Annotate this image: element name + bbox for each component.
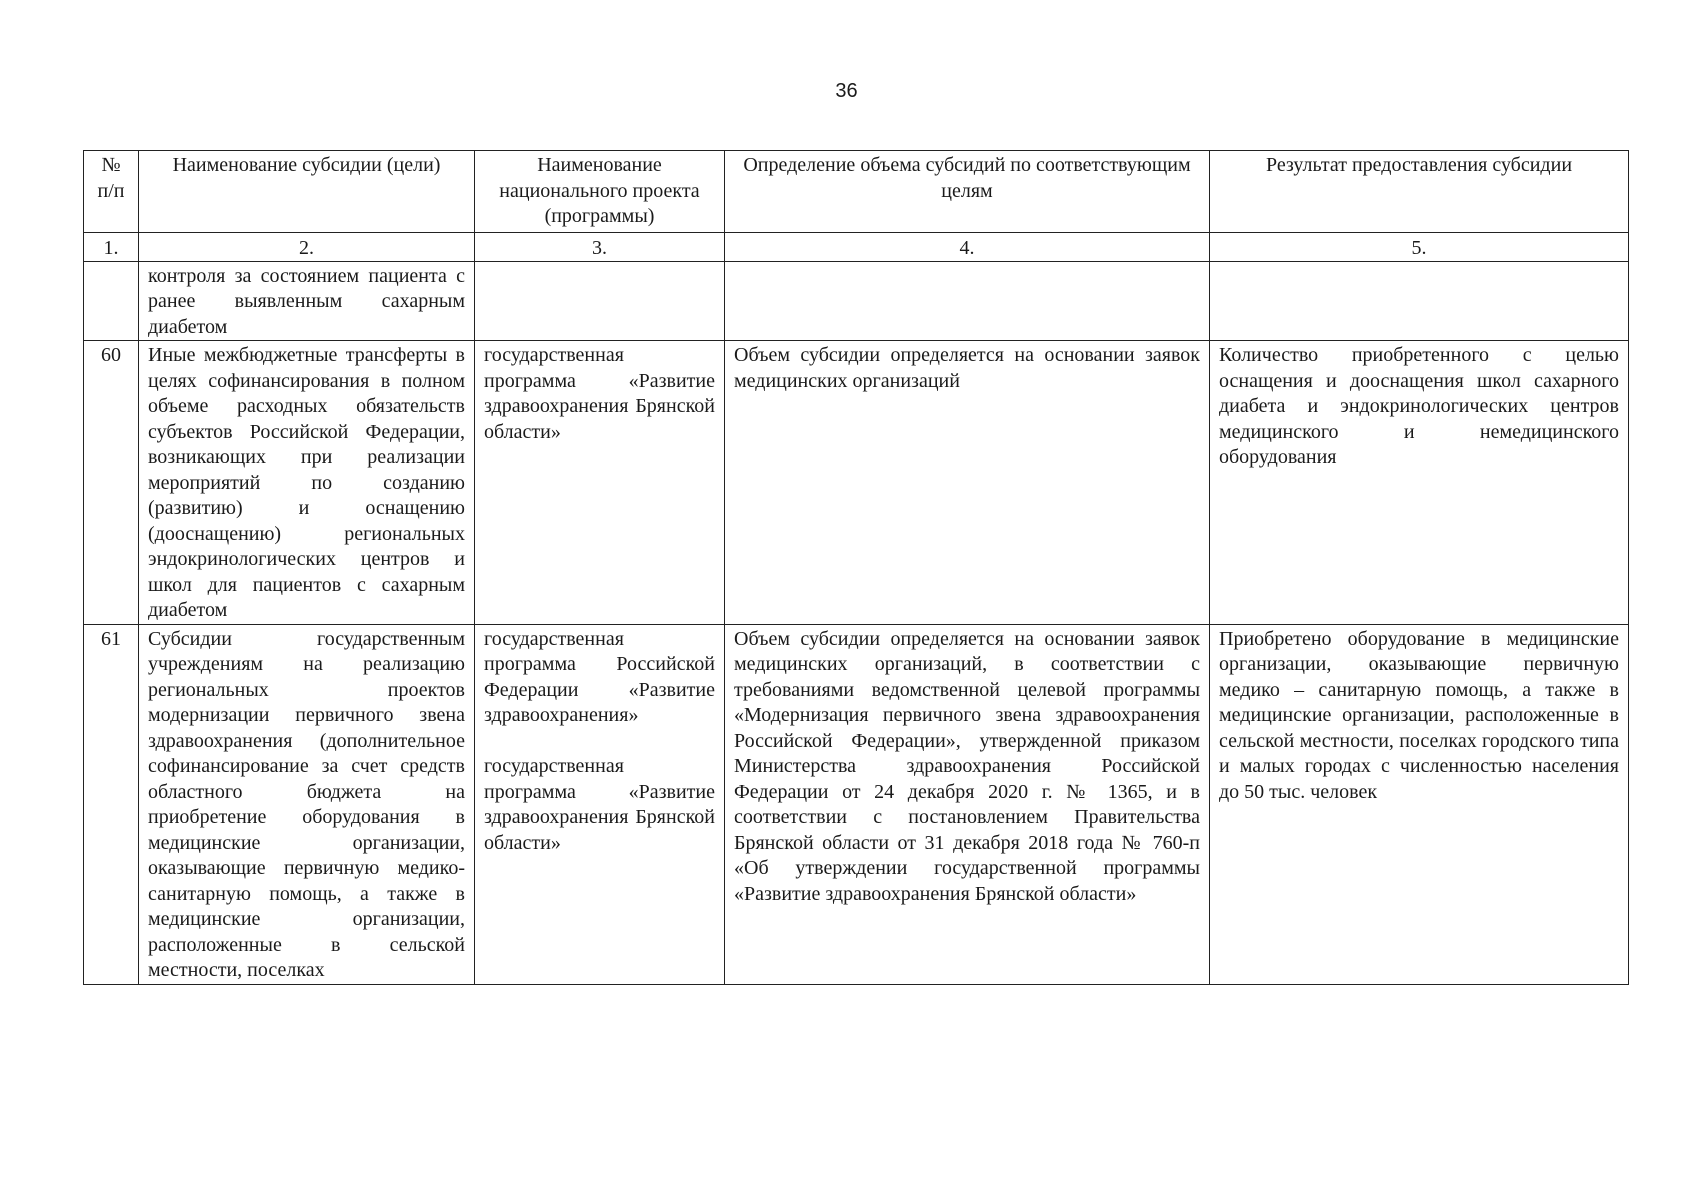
result-cell: Количество приобретенного с целью оснащения и дооснащения школ сахарного диабета и эндокринологических центров медицинского и немедицинского оборудования — [1210, 341, 1629, 625]
project-cell: государственная программа «Развитие здравоохранения Брянской области» — [475, 341, 725, 625]
header-subsidy-name: Наименование субсидии (цели) — [139, 151, 475, 233]
volume-cell — [725, 261, 1210, 341]
row-number: 60 — [84, 341, 139, 625]
header-result: Результат предоставления субсидии — [1210, 151, 1629, 233]
table-row — [84, 341, 1629, 625]
row-number — [84, 261, 139, 341]
table-header-row — [84, 151, 1629, 233]
project-cell — [475, 261, 725, 341]
table-row — [84, 261, 1629, 341]
table-row — [84, 624, 1629, 984]
column-number-2: 2. — [139, 232, 475, 261]
column-number-3: 3. — [475, 232, 725, 261]
volume-cell: Объем субсидии определяется на основании заявок медицинских организаций, в соответствии с требованиями ведомственной целевой программы «Модернизация первичного звена здравоохранения Российской Федерации», утвержденной приказом Министерства здравоохранения Российской Федерации от 24 декабря 2020 г. № 1365, и в соответствии с постановлением Правительства Брянской области от 31 декабря 2018 года № 760-п «Об утверждении государственной программы «Развитие здравоохранения Брянской области» — [725, 624, 1210, 984]
project-text-regional: государственная программа «Развитие здравоохранения Брянской области» — [484, 755, 715, 854]
subsidy-table — [83, 150, 1629, 985]
column-number-1: 1. — [84, 232, 139, 261]
column-number-5: 5. — [1210, 232, 1629, 261]
subsidy-name-cell: Субсидии государственным учреждениям на реализацию региональных проектов модернизации первичного звена здравоохранения (дополнительное софинансирование за счет средств областного бюджета на приобретение оборудования в медицинские организации, оказывающие первичную медико- санитарную помощь, а также в медицинские организации, расположенные в сельской местности, поселках — [139, 624, 475, 984]
paragraph-gap — [484, 729, 715, 755]
result-cell — [1210, 261, 1629, 341]
project-text-federal: государственная программа Российской Федерации «Развитие здравоохранения» — [484, 627, 715, 726]
header-number: № п/п — [84, 151, 139, 233]
volume-cell: Объем субсидии определяется на основании заявок медицинских организаций — [725, 341, 1210, 625]
header-volume-definition: Определение объема субсидий по соответствующим целям — [725, 151, 1210, 233]
header-project-name: Наименование национального проекта (программы) — [475, 151, 725, 233]
project-cell — [475, 624, 725, 984]
column-number-4: 4. — [725, 232, 1210, 261]
page-number: 36 — [835, 80, 858, 102]
subsidy-name-cell: Иные межбюджетные трансферты в целях софинансирования в полном объеме расходных обязательств субъектов Российской Федерации, возникающих при реализации мероприятий по созданию (развитию) и оснащению (дооснащению) региональных эндокринологических центров и школ для пациентов с сахарным диабетом — [139, 341, 475, 625]
column-number-row — [84, 232, 1629, 261]
result-cell: Приобретено оборудование в медицинские организации, оказывающие первичную медико – санитарную помощь, а также в медицинские организации, расположенные в сельской местности, поселках городского типа и малых городах с численностью населения до 50 тыс. человек — [1210, 624, 1629, 984]
subsidy-name-cell: контроля за состоянием пациента с ранее выявленным сахарным диабетом — [139, 261, 475, 341]
row-number: 61 — [84, 624, 139, 984]
